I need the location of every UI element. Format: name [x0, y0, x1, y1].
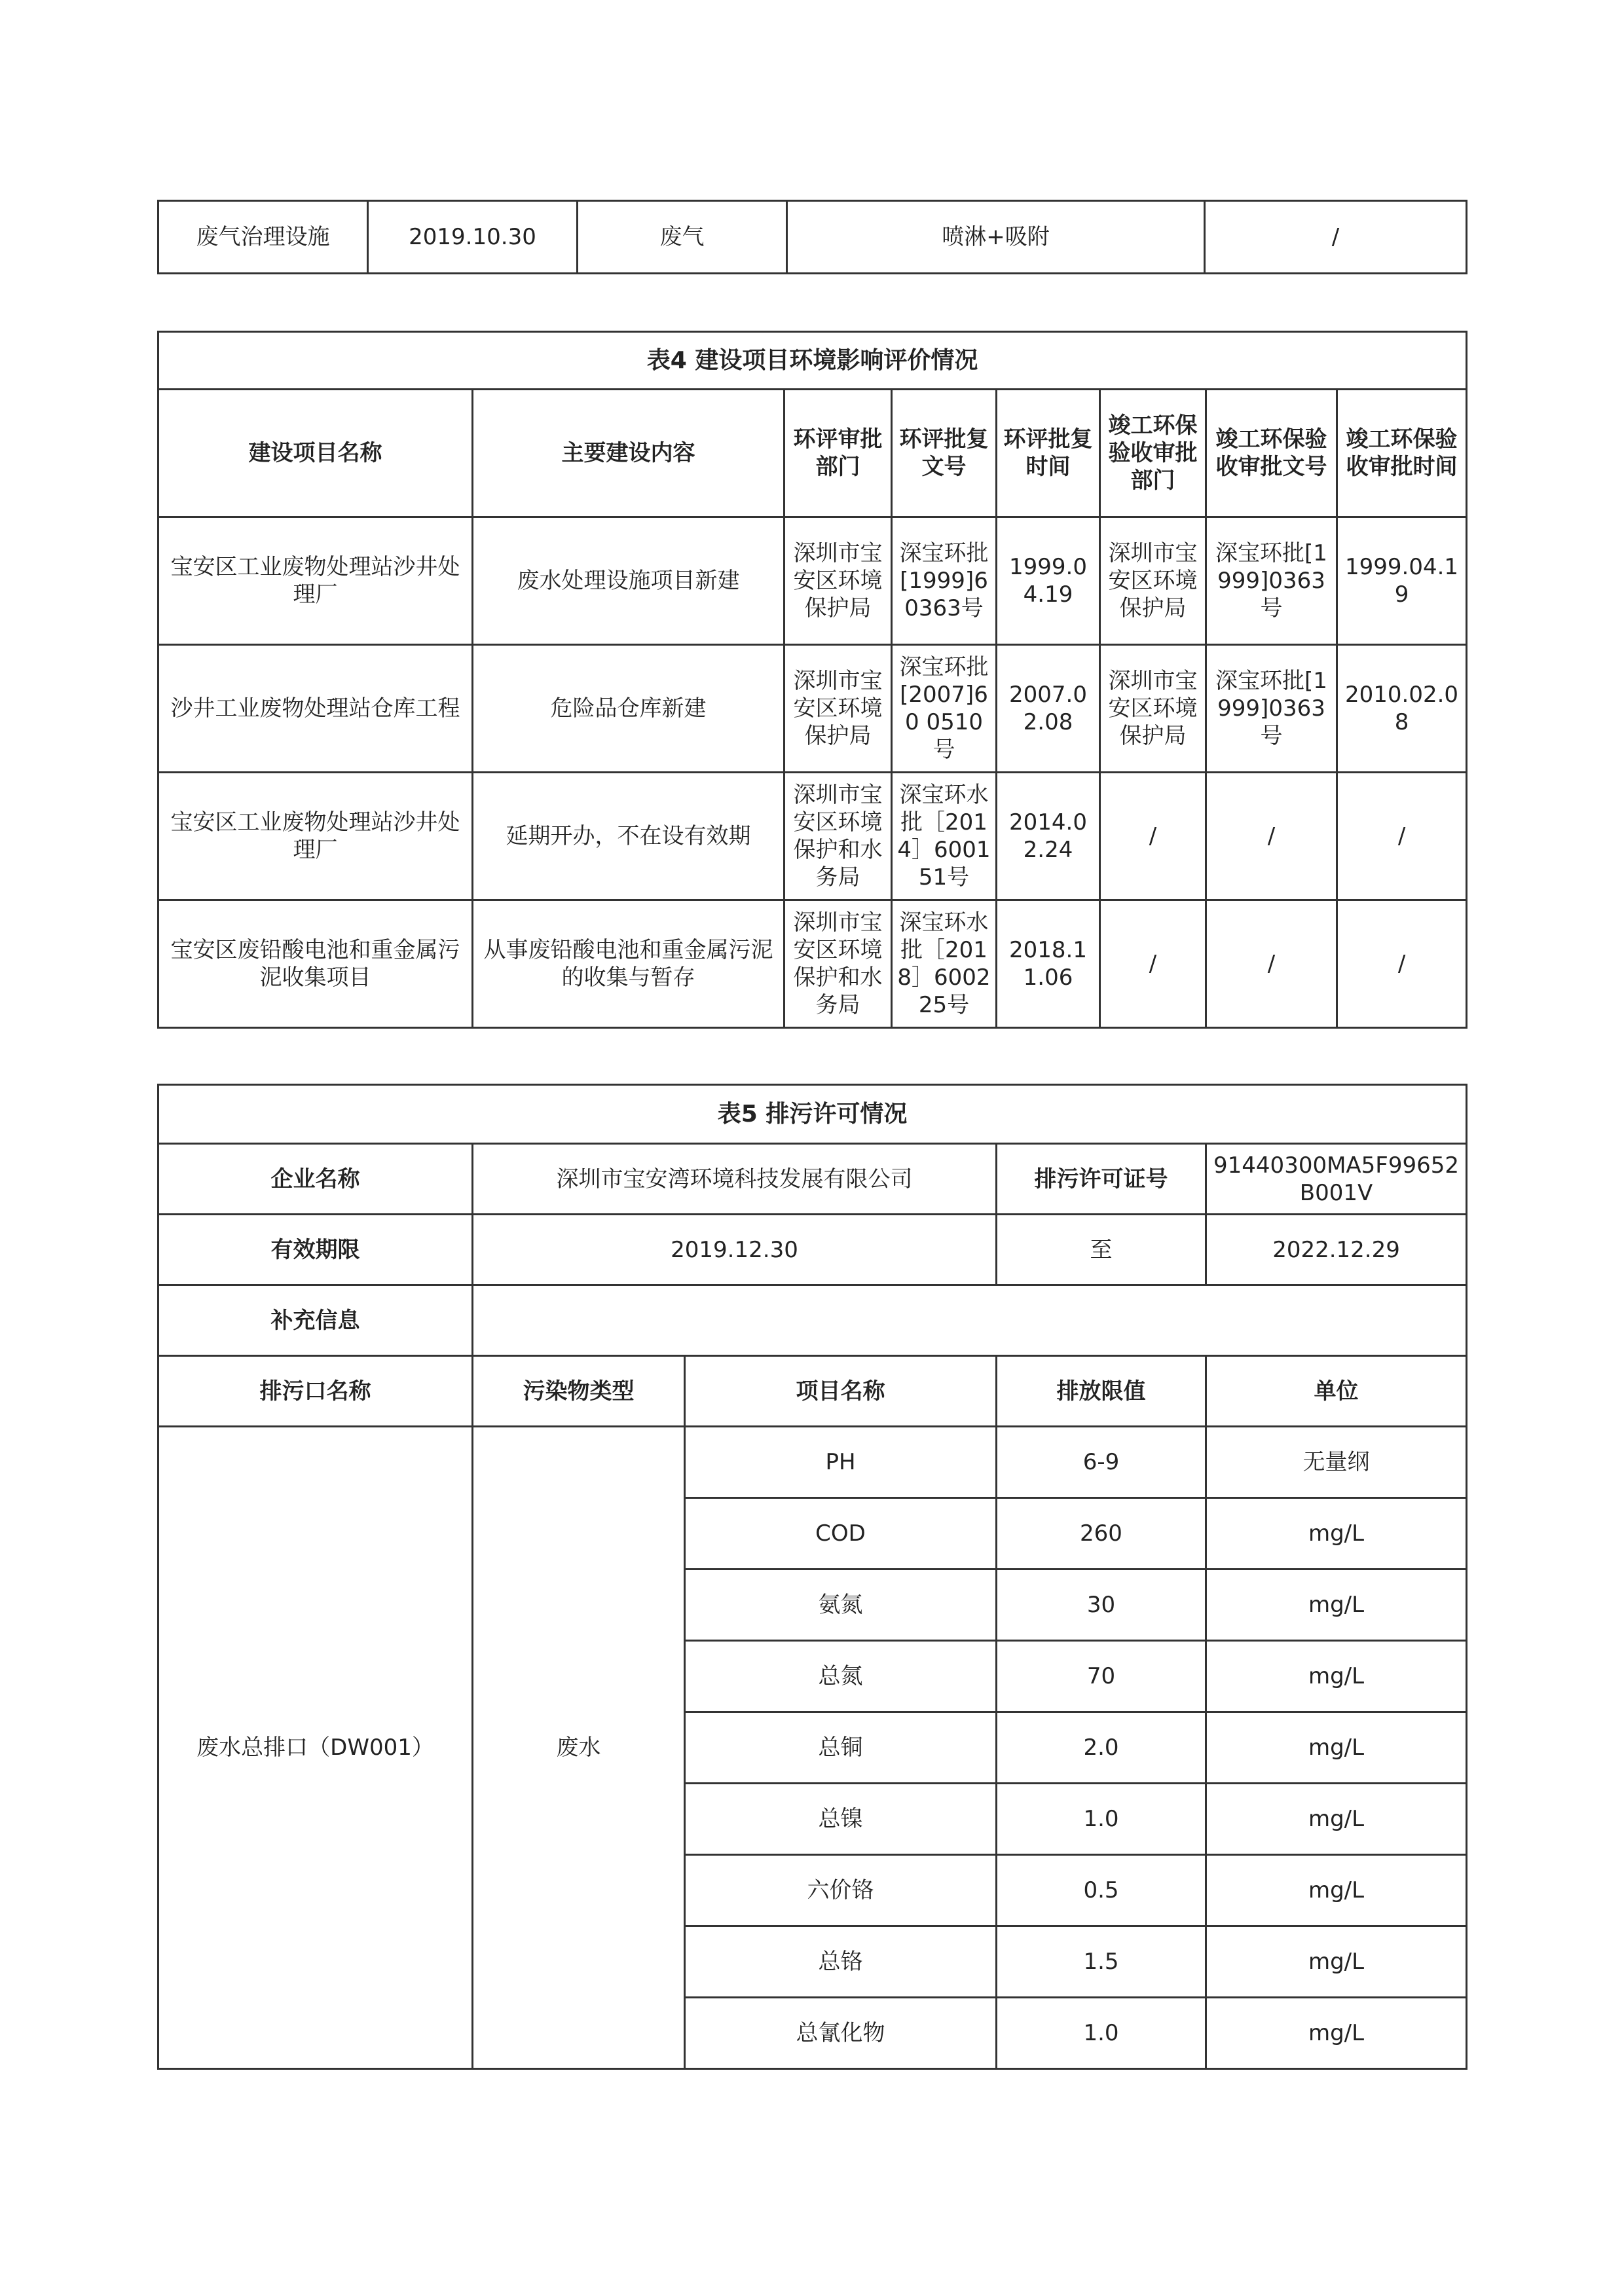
header-project-name: 建设项目名称	[158, 390, 473, 517]
validity-end: 2022.12.29	[1206, 1215, 1467, 1285]
cell: 深圳市宝安区环境保护和水务局	[784, 773, 892, 900]
validity-start: 2019.12.30	[473, 1215, 997, 1285]
facility-date: 2019.10.30	[368, 201, 578, 274]
item-limit: 260	[997, 1498, 1206, 1570]
header-acceptance-dept: 竣工环保验收审批部门	[1100, 390, 1206, 517]
cell: 1999.04.19	[1337, 517, 1467, 645]
table-row	[158, 201, 1467, 274]
cell: 深宝环批[2007]60 0510号	[892, 645, 997, 773]
table4-title: 表4 建设项目环境影响评价情况	[158, 332, 1467, 390]
table-row	[158, 645, 1467, 773]
item-unit: mg/L	[1206, 1641, 1467, 1712]
table5-title: 表5 排污许可情况	[158, 1085, 1467, 1144]
item-unit: mg/L	[1206, 1712, 1467, 1784]
waste-gas-facility-table	[157, 200, 1467, 274]
cell: /	[1337, 900, 1467, 1028]
item-name: 总氮	[685, 1641, 997, 1712]
cell: 延期开办，不在设有效期	[473, 773, 784, 900]
permit-label: 排污许可证号	[997, 1144, 1206, 1215]
cell: 深圳市宝安区环境保护局	[1100, 517, 1206, 645]
header-main-content: 主要建设内容	[473, 390, 784, 517]
cell: 从事废铅酸电池和重金属污泥的收集与暂存	[473, 900, 784, 1028]
facility-method: 喷淋+吸附	[787, 201, 1205, 274]
cell: /	[1100, 900, 1206, 1028]
cell: /	[1206, 900, 1337, 1028]
table-header-row	[158, 390, 1467, 517]
pollutant-type: 废水	[473, 1427, 685, 2069]
company-label: 企业名称	[158, 1144, 473, 1215]
cell: 深圳市宝安区环境保护和水务局	[784, 900, 892, 1028]
cell: 废水处理设施项目新建	[473, 517, 784, 645]
cell: 沙井工业废物处理站仓库工程	[158, 645, 473, 773]
table-row	[158, 1427, 1467, 1498]
cell: /	[1206, 773, 1337, 900]
facility-note: /	[1205, 201, 1467, 274]
cell: 宝安区工业废物处理站沙井处理厂	[158, 517, 473, 645]
item-name: PH	[685, 1427, 997, 1498]
cell: /	[1337, 773, 1467, 900]
table-row	[158, 773, 1467, 900]
cell: 深宝环水批［2018］600225号	[892, 900, 997, 1028]
item-limit: 0.5	[997, 1855, 1206, 1926]
header-eia-dept: 环评审批部门	[784, 390, 892, 517]
header-eia-docno: 环评批复文号	[892, 390, 997, 517]
cell: 深宝环水批［2014］600151号	[892, 773, 997, 900]
supplement-value	[473, 1285, 1467, 1356]
table-row	[158, 517, 1467, 645]
cell: 2018.11.06	[997, 900, 1100, 1028]
discharge-permit-table	[157, 1084, 1467, 2070]
table-header-row	[158, 1356, 1467, 1427]
item-unit: mg/L	[1206, 1570, 1467, 1641]
cell: /	[1100, 773, 1206, 900]
table-title-row	[158, 332, 1467, 390]
item-limit: 1.0	[997, 1998, 1206, 2069]
cell: 深圳市宝安区环境保护局	[784, 517, 892, 645]
cell: 2010.02.08	[1337, 645, 1467, 773]
item-name: 总铬	[685, 1926, 997, 1998]
item-unit: mg/L	[1206, 1926, 1467, 1998]
outlet-name: 废水总排口（DW001）	[158, 1427, 473, 2069]
item-name: 六价铬	[685, 1855, 997, 1926]
cell: 宝安区工业废物处理站沙井处理厂	[158, 773, 473, 900]
item-name: 总镍	[685, 1784, 997, 1855]
header-acceptance-docno: 竣工环保验收审批文号	[1206, 390, 1337, 517]
facility-type: 废气	[578, 201, 787, 274]
cell: 深宝环批[1999]60363号	[892, 517, 997, 645]
item-unit: 无量纲	[1206, 1427, 1467, 1498]
cell: 2007.02.08	[997, 645, 1100, 773]
header-unit: 单位	[1206, 1356, 1467, 1427]
header-outlet-name: 排污口名称	[158, 1356, 473, 1427]
validity-label: 有效期限	[158, 1215, 473, 1285]
item-unit: mg/L	[1206, 1784, 1467, 1855]
header-pollutant-type: 污染物类型	[473, 1356, 685, 1427]
cell: 深圳市宝安区环境保护局	[1100, 645, 1206, 773]
table-row	[158, 1215, 1467, 1285]
item-limit: 1.5	[997, 1926, 1206, 1998]
cell: 深宝环批[1999]0363号	[1206, 517, 1337, 645]
item-limit: 6-9	[997, 1427, 1206, 1498]
cell: 深圳市宝安区环境保护局	[784, 645, 892, 773]
permit-value: 91440300MA5F99652B001V	[1206, 1144, 1467, 1215]
item-unit: mg/L	[1206, 1498, 1467, 1570]
validity-to: 至	[997, 1215, 1206, 1285]
item-unit: mg/L	[1206, 1998, 1467, 2069]
item-limit: 1.0	[997, 1784, 1206, 1855]
item-name: COD	[685, 1498, 997, 1570]
item-limit: 2.0	[997, 1712, 1206, 1784]
eia-table	[157, 331, 1467, 1029]
item-unit: mg/L	[1206, 1855, 1467, 1926]
item-limit: 30	[997, 1570, 1206, 1641]
header-eia-date: 环评批复时间	[997, 390, 1100, 517]
cell: 2014.02.24	[997, 773, 1100, 900]
item-limit: 70	[997, 1641, 1206, 1712]
cell: 深宝环批[1999]0363号	[1206, 645, 1337, 773]
company-value: 深圳市宝安湾环境科技发展有限公司	[473, 1144, 997, 1215]
header-item-name: 项目名称	[685, 1356, 997, 1427]
cell: 危险品仓库新建	[473, 645, 784, 773]
header-acceptance-date: 竣工环保验收审批时间	[1337, 390, 1467, 517]
supplement-label: 补充信息	[158, 1285, 473, 1356]
item-name: 总铜	[685, 1712, 997, 1784]
table-title-row	[158, 1085, 1467, 1144]
table-row	[158, 1285, 1467, 1356]
item-name: 总氰化物	[685, 1998, 997, 2069]
header-limit: 排放限值	[997, 1356, 1206, 1427]
item-name: 氨氮	[685, 1570, 997, 1641]
facility-name: 废气治理设施	[158, 201, 368, 274]
cell: 1999.04.19	[997, 517, 1100, 645]
table-row	[158, 1144, 1467, 1215]
table-row	[158, 900, 1467, 1028]
cell: 宝安区废铅酸电池和重金属污泥收集项目	[158, 900, 473, 1028]
